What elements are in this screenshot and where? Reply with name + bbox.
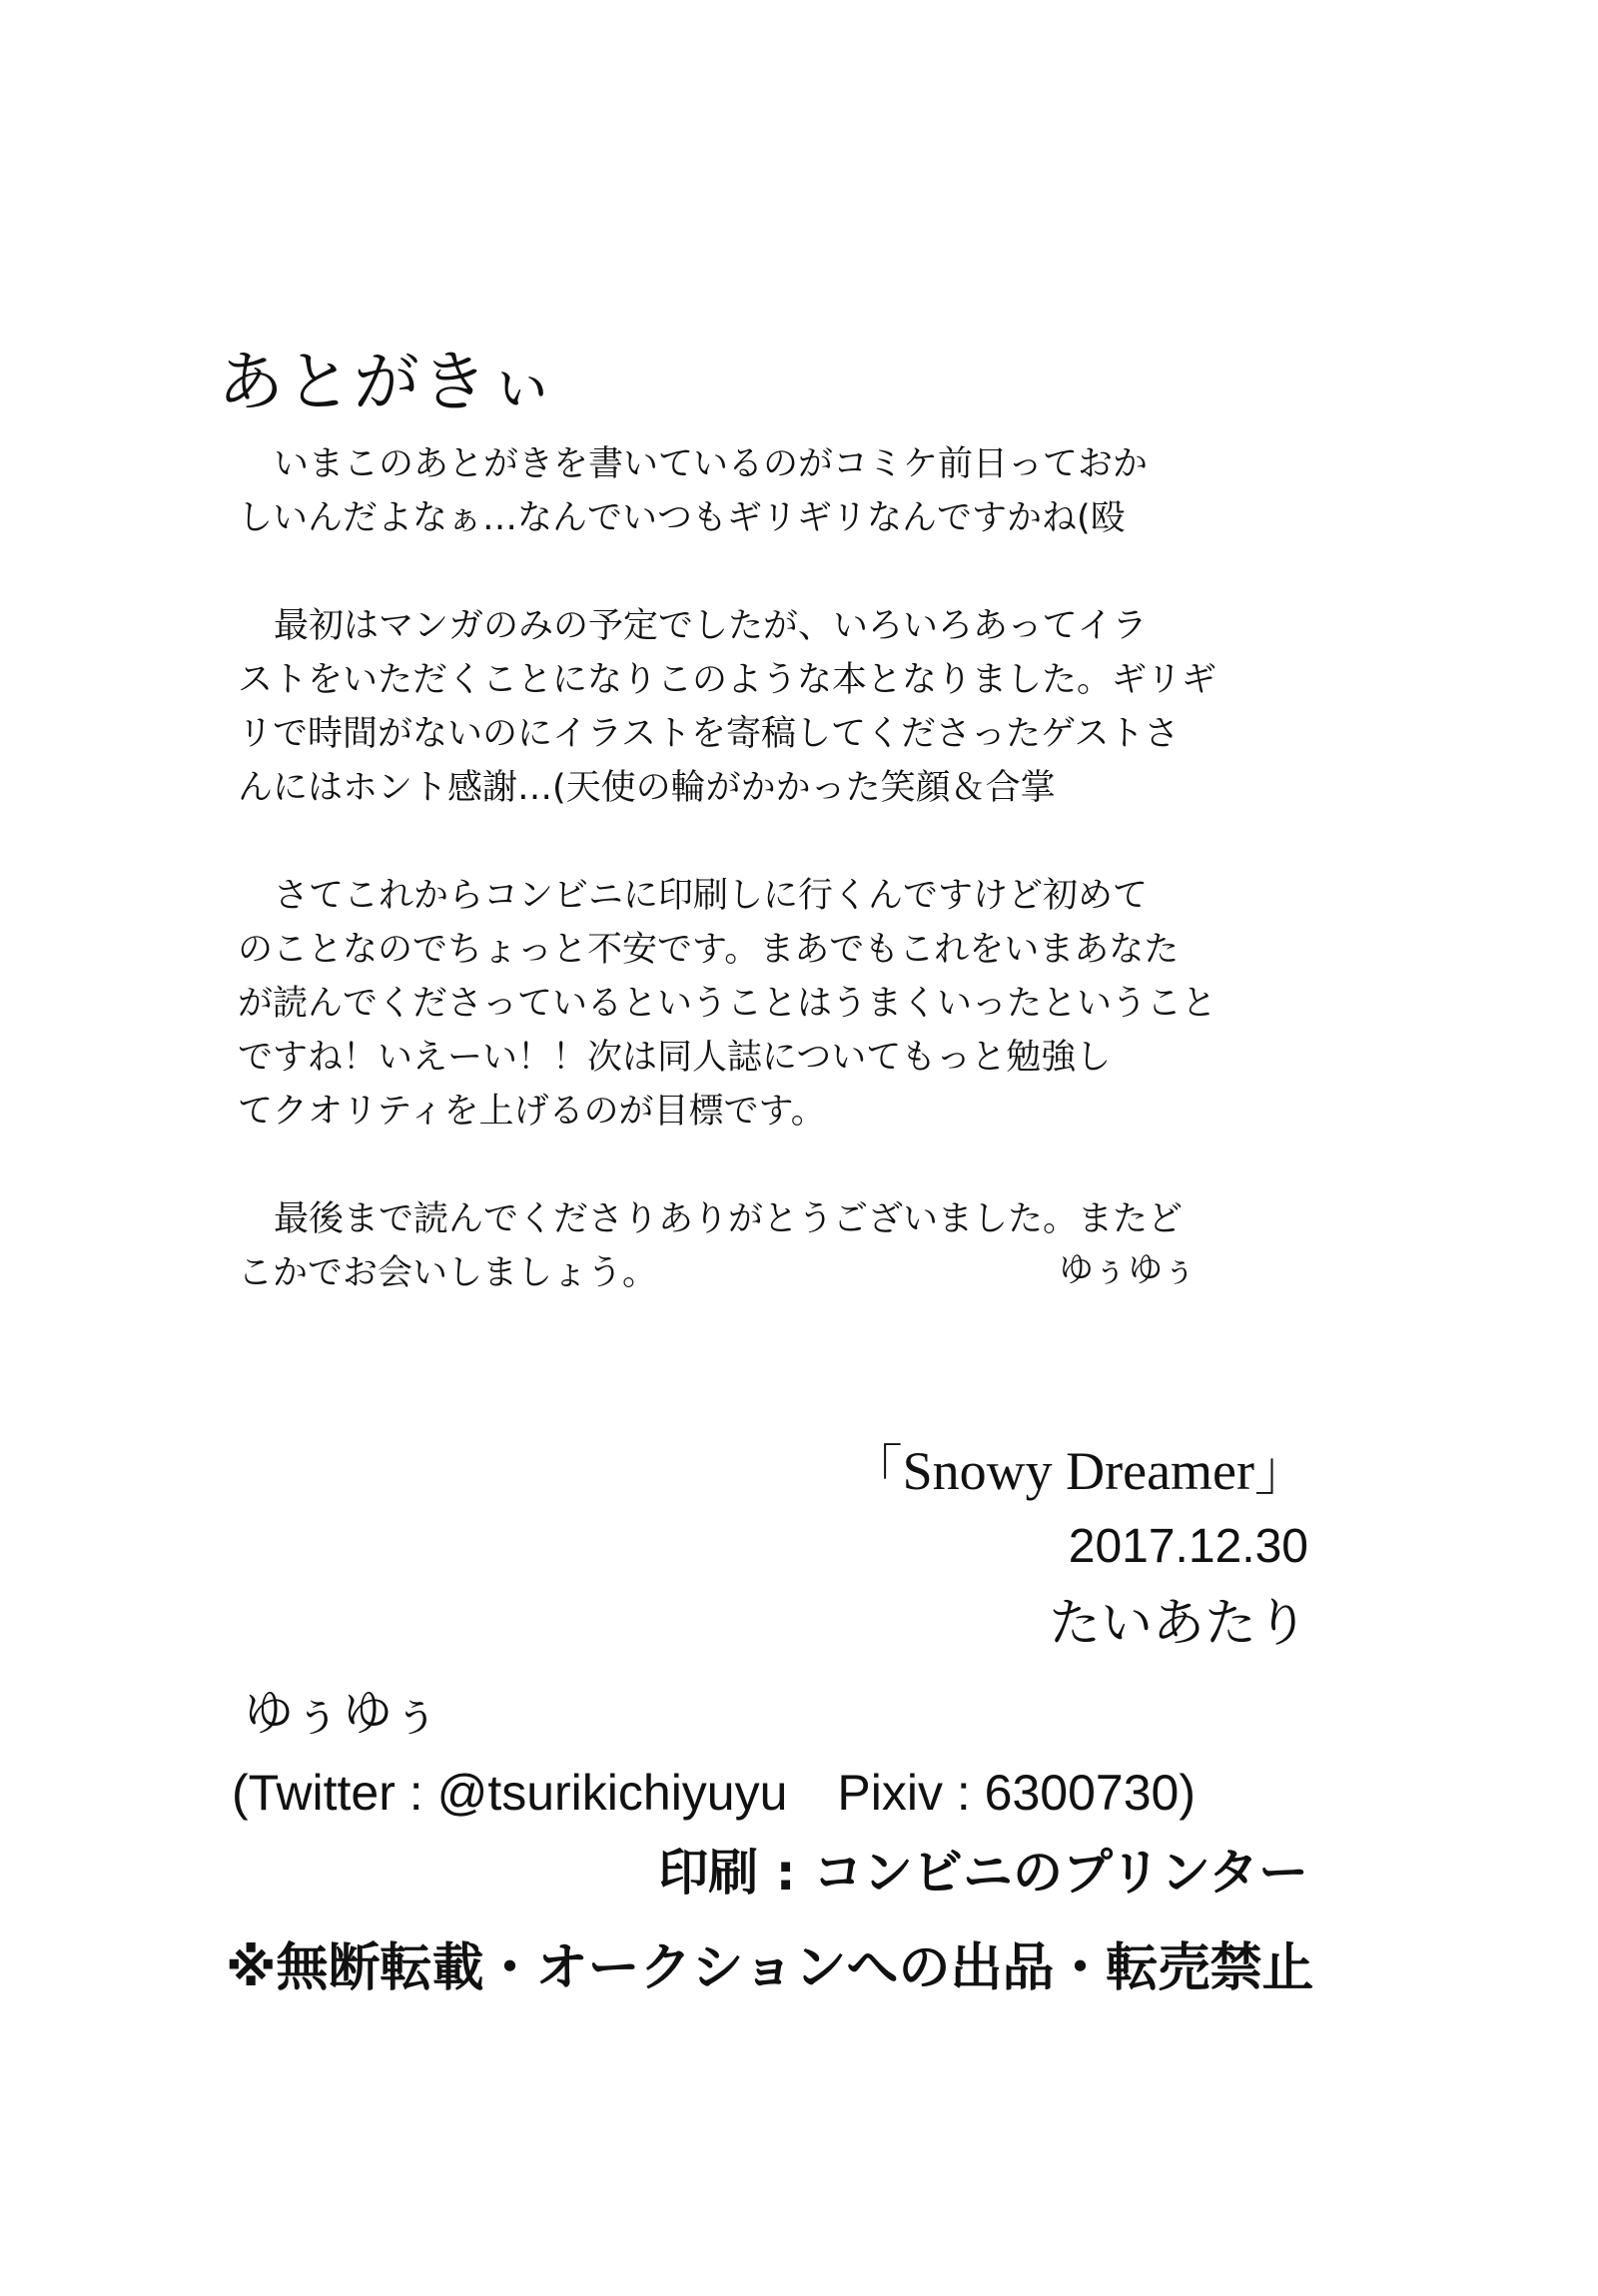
paragraph-1 — [238, 437, 1256, 545]
paragraph-line: しいんだよなぁ…なんでいつもギリギリなんですかね(殴 — [238, 498, 1126, 538]
afterword-signature: ゆぅゆぅ — [1059, 1250, 1198, 1290]
paragraph-line: んにはホント感謝…(天使の輪がかかった笑顔＆合掌 — [238, 768, 1056, 808]
author-name: ゆぅゆぅ — [244, 1684, 441, 1742]
paragraph-line: さてこれからコンビニに印刷しに行くんですけど初めて — [274, 876, 1149, 916]
colophon-block — [849, 1438, 1308, 1660]
paragraph-line: てクオリティを上げるのが目標です。 — [238, 1092, 826, 1132]
paragraph-line: リで時間がないのにイラストを寄稿してくださったゲストさ — [238, 714, 1180, 754]
printing-info: 印刷 : コンビニのプリンター — [658, 1844, 1308, 1902]
paragraph-line: いまこのあとがきを書いているのがコミケ前日っておか — [274, 444, 1149, 484]
paragraph-line: が読んでくださっているということはうまくいったということ — [238, 984, 1217, 1024]
paragraph-line: 最後まで読んでくださりありがとうございました。またど — [274, 1199, 1184, 1239]
book-title: 「Snowy Dreamer」 — [848, 1441, 1308, 1501]
paragraph-line: こかでお会いしましょう。 — [238, 1253, 658, 1293]
afterword-body — [238, 437, 1256, 1354]
publication-date: 2017.12.30 — [1068, 1520, 1308, 1573]
paragraph-line: ですね！いえーい！！次は同人誌についてもっと勉強し — [238, 1038, 1112, 1078]
afterword-heading: あとがきぃ — [218, 344, 557, 420]
circle-name: たいあたり — [1048, 1594, 1308, 1654]
paragraph-3 — [238, 869, 1256, 1139]
paragraph-2 — [238, 599, 1256, 815]
paragraph-line: のことなのでちょっと不安です。まあでもこれをいまあなた — [238, 930, 1180, 970]
paragraph-line: ストをいただくことになりこのような本となりました。ギリギ — [238, 660, 1217, 700]
author-contacts: (Twitter : @tsurikichiyuyu Pixiv : 6300730) — [232, 1765, 1196, 1821]
paragraph-line: 最初はマンガのみの予定でしたが、いろいろあってイラ — [274, 606, 1148, 646]
reprint-notice: ※無断転載・オークションへの出品・転売禁止 — [226, 1938, 1314, 1998]
